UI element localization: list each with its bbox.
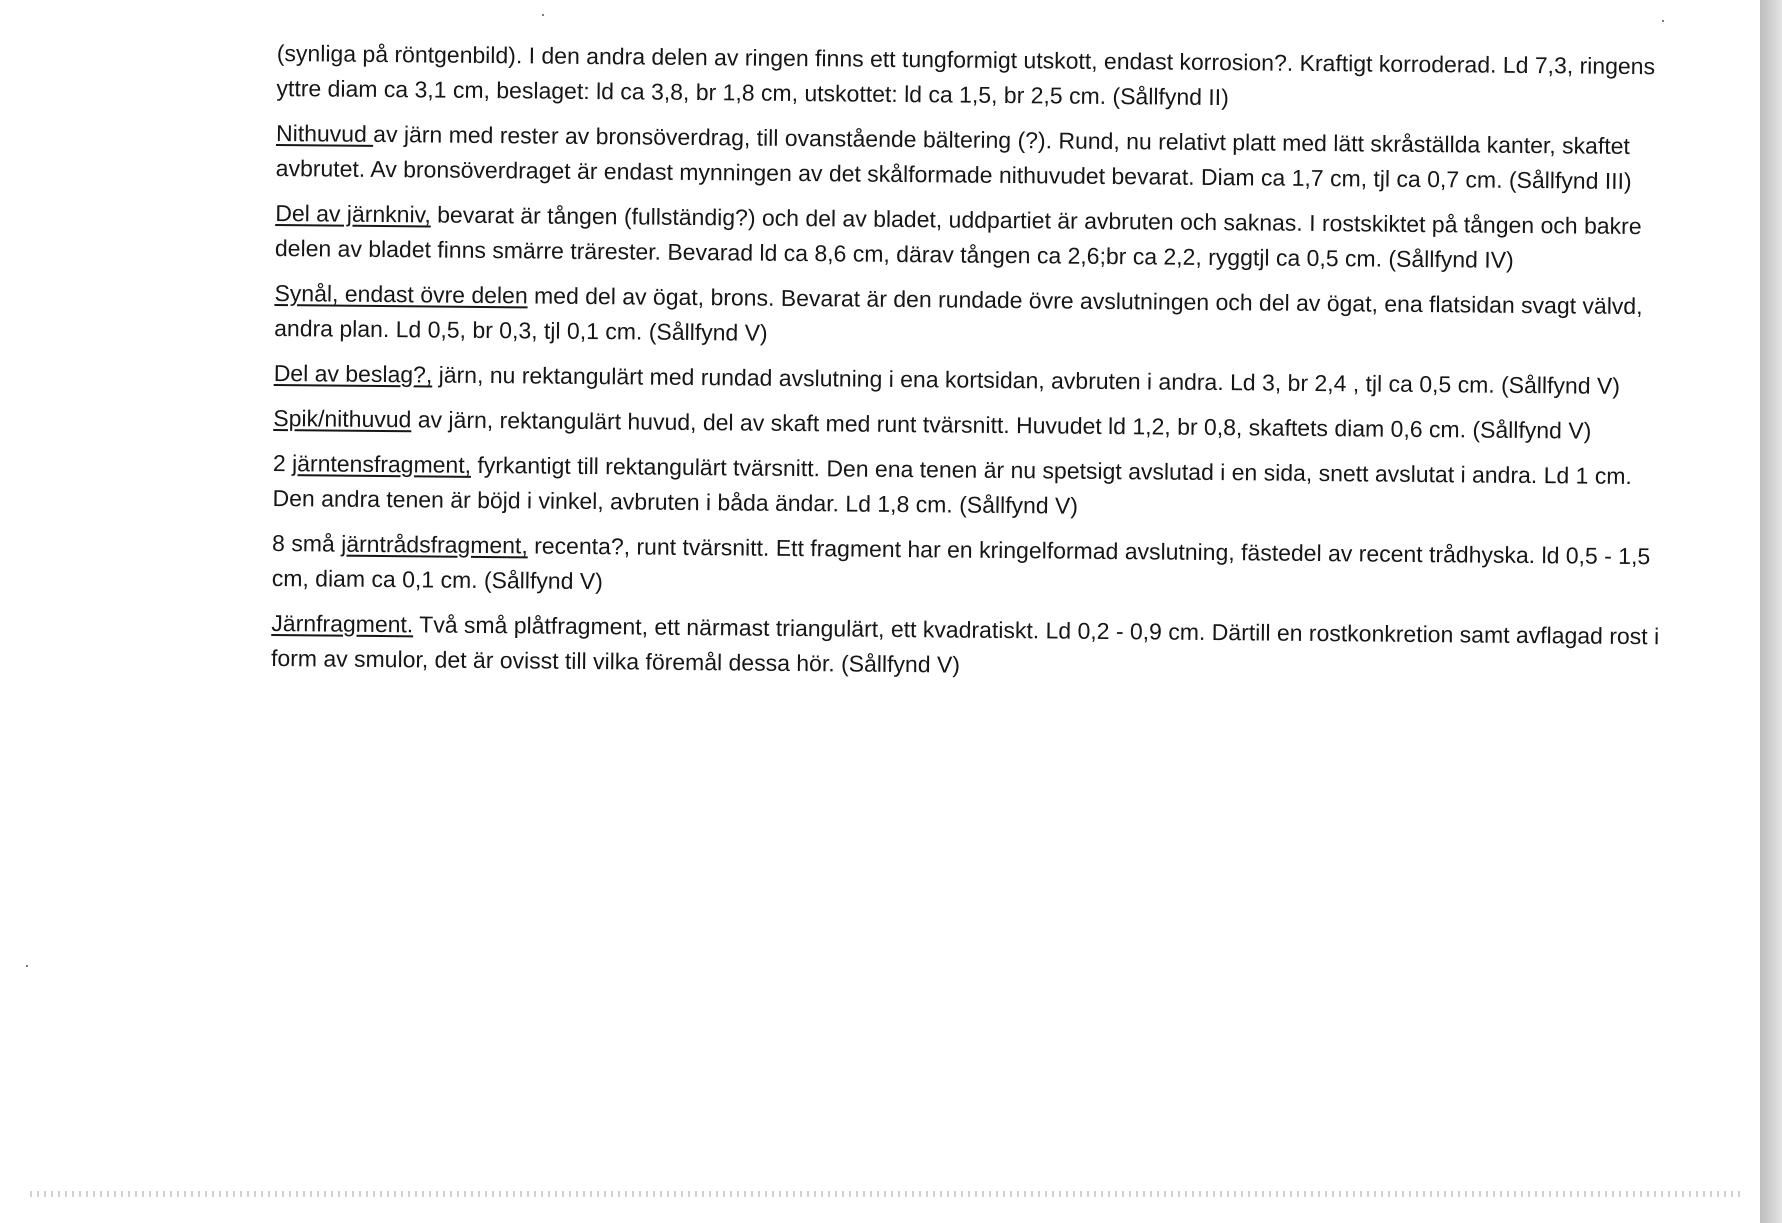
entry-heading: Synål, endast övre delen (274, 279, 528, 309)
scan-edge (1760, 0, 1782, 1223)
entry-jarntradsfragment (272, 526, 1673, 609)
entry-beslag (274, 356, 1674, 404)
entry-text: av järn, rektangulärt huvud, del av skaft med runt tvärsnitt. Huvudet ld 1,2, br 0,8, skaftets diam 0,6 cm. (Sållfynd V) (411, 406, 1592, 444)
entry-jarntensfragment (272, 446, 1673, 529)
entry-jarnfragment (271, 606, 1672, 689)
scan-speck (542, 14, 544, 16)
entry-nithuvud (276, 116, 1677, 199)
entry-text: (synliga på röntgenbild). I den andra delen av ringen finns ett tungformigt utskott, endast korrosion?. Kraftigt korroderad. Ld 7,3, ringens yttre diam ca 3,1 cm, beslaget: ld ca 3,8, br 1,8 cm, utskottet: ld ca 1,5, br 2,5 cm. (Sållfynd II) (276, 39, 1656, 111)
document-body (271, 36, 1677, 699)
entry-text: med del av ögat, brons. Bevarat är den rundade övre avslutningen och del av ögat, ena flatsidan svagt välvd, andra plan. Ld 0,5, br 0,3, tjl 0,1 cm. (Sållfynd V) (274, 282, 1643, 346)
entry-text: järn, nu rektangulärt med rundad avslutning i ena kortsidan, avbruten i andra. Ld 3, br 2,4 , tjl ca 0,5 cm. (Sållfynd V) (432, 361, 1621, 399)
entry-heading: Järnfragment. (271, 609, 414, 638)
entry-heading: Del av beslag?, (273, 359, 433, 388)
entry-heading: järntrådsfragment, (341, 530, 528, 559)
entry-heading: Spik/nithuvud (273, 404, 412, 433)
entry-count: 2 (272, 449, 293, 477)
entry-spik (273, 401, 1673, 449)
scan-speck (26, 965, 28, 967)
entry-synal (274, 276, 1675, 359)
scan-speck (1662, 20, 1664, 22)
entry-heading: järntensfragment, (291, 450, 472, 478)
scan-noise (30, 1191, 1740, 1197)
entry-text: bevarat är tången (fullständig?) och del av bladet, uddpartiet är avbruten och saknas. I rostskiktet på tången och bakre delen av bladet finns smärre trärester. Bevarad ld ca 8,6 cm, därav tången ca 2,6;br ca 2,2, ryggtjl ca 0,5 cm. (Sållfynd IV) (274, 201, 1642, 273)
entry-text: Två små plåtfragment, ett närmast triangulärt, ett kvadratiskt. Ld 0,2 - 0,9 cm. Därtill en rostkonkretion samt avflagad rost i form av smulor, det är ovisst till vilka föremål dessa hör. (Sållfynd V) (270, 611, 1660, 678)
entry-heading: Nithuvud (275, 119, 374, 147)
entry-ring-continuation (276, 36, 1677, 119)
entry-jarnkniv (275, 196, 1676, 279)
entry-count: 8 små (272, 529, 342, 557)
entry-text: av järn med rester av bronsöverdrag, till ovanstående bältering (?). Rund, nu relativt platt med lätt skråställda kanter, skaftet avbrutet. Av bronsöverdraget är endast mynningen av det skålformade nithuvudet bevarat. Diam ca 1,7 cm, tjl ca 0,7 cm. (Sållfynd III) (275, 120, 1632, 195)
entry-text: fyrkantigt till rektangulärt tvärsnitt. Den ena tenen är nu spetsigt avslutad i en sida, snett avslutat i andra. Ld 1 cm. Den andra tenen är böjd i vinkel, avbruten i båda ändar. Ld 1,8 cm. (Sållfynd V) (272, 451, 1632, 519)
entry-heading: Del av järnkniv, (275, 199, 431, 228)
entry-text: recenta?, runt tvärsnitt. Ett fragment har en kringelformad avslutning, fästedel av recent trådhyska. ld 0,5 - 1,5 cm, diam ca 0,1 cm. (Sållfynd V) (271, 532, 1651, 595)
